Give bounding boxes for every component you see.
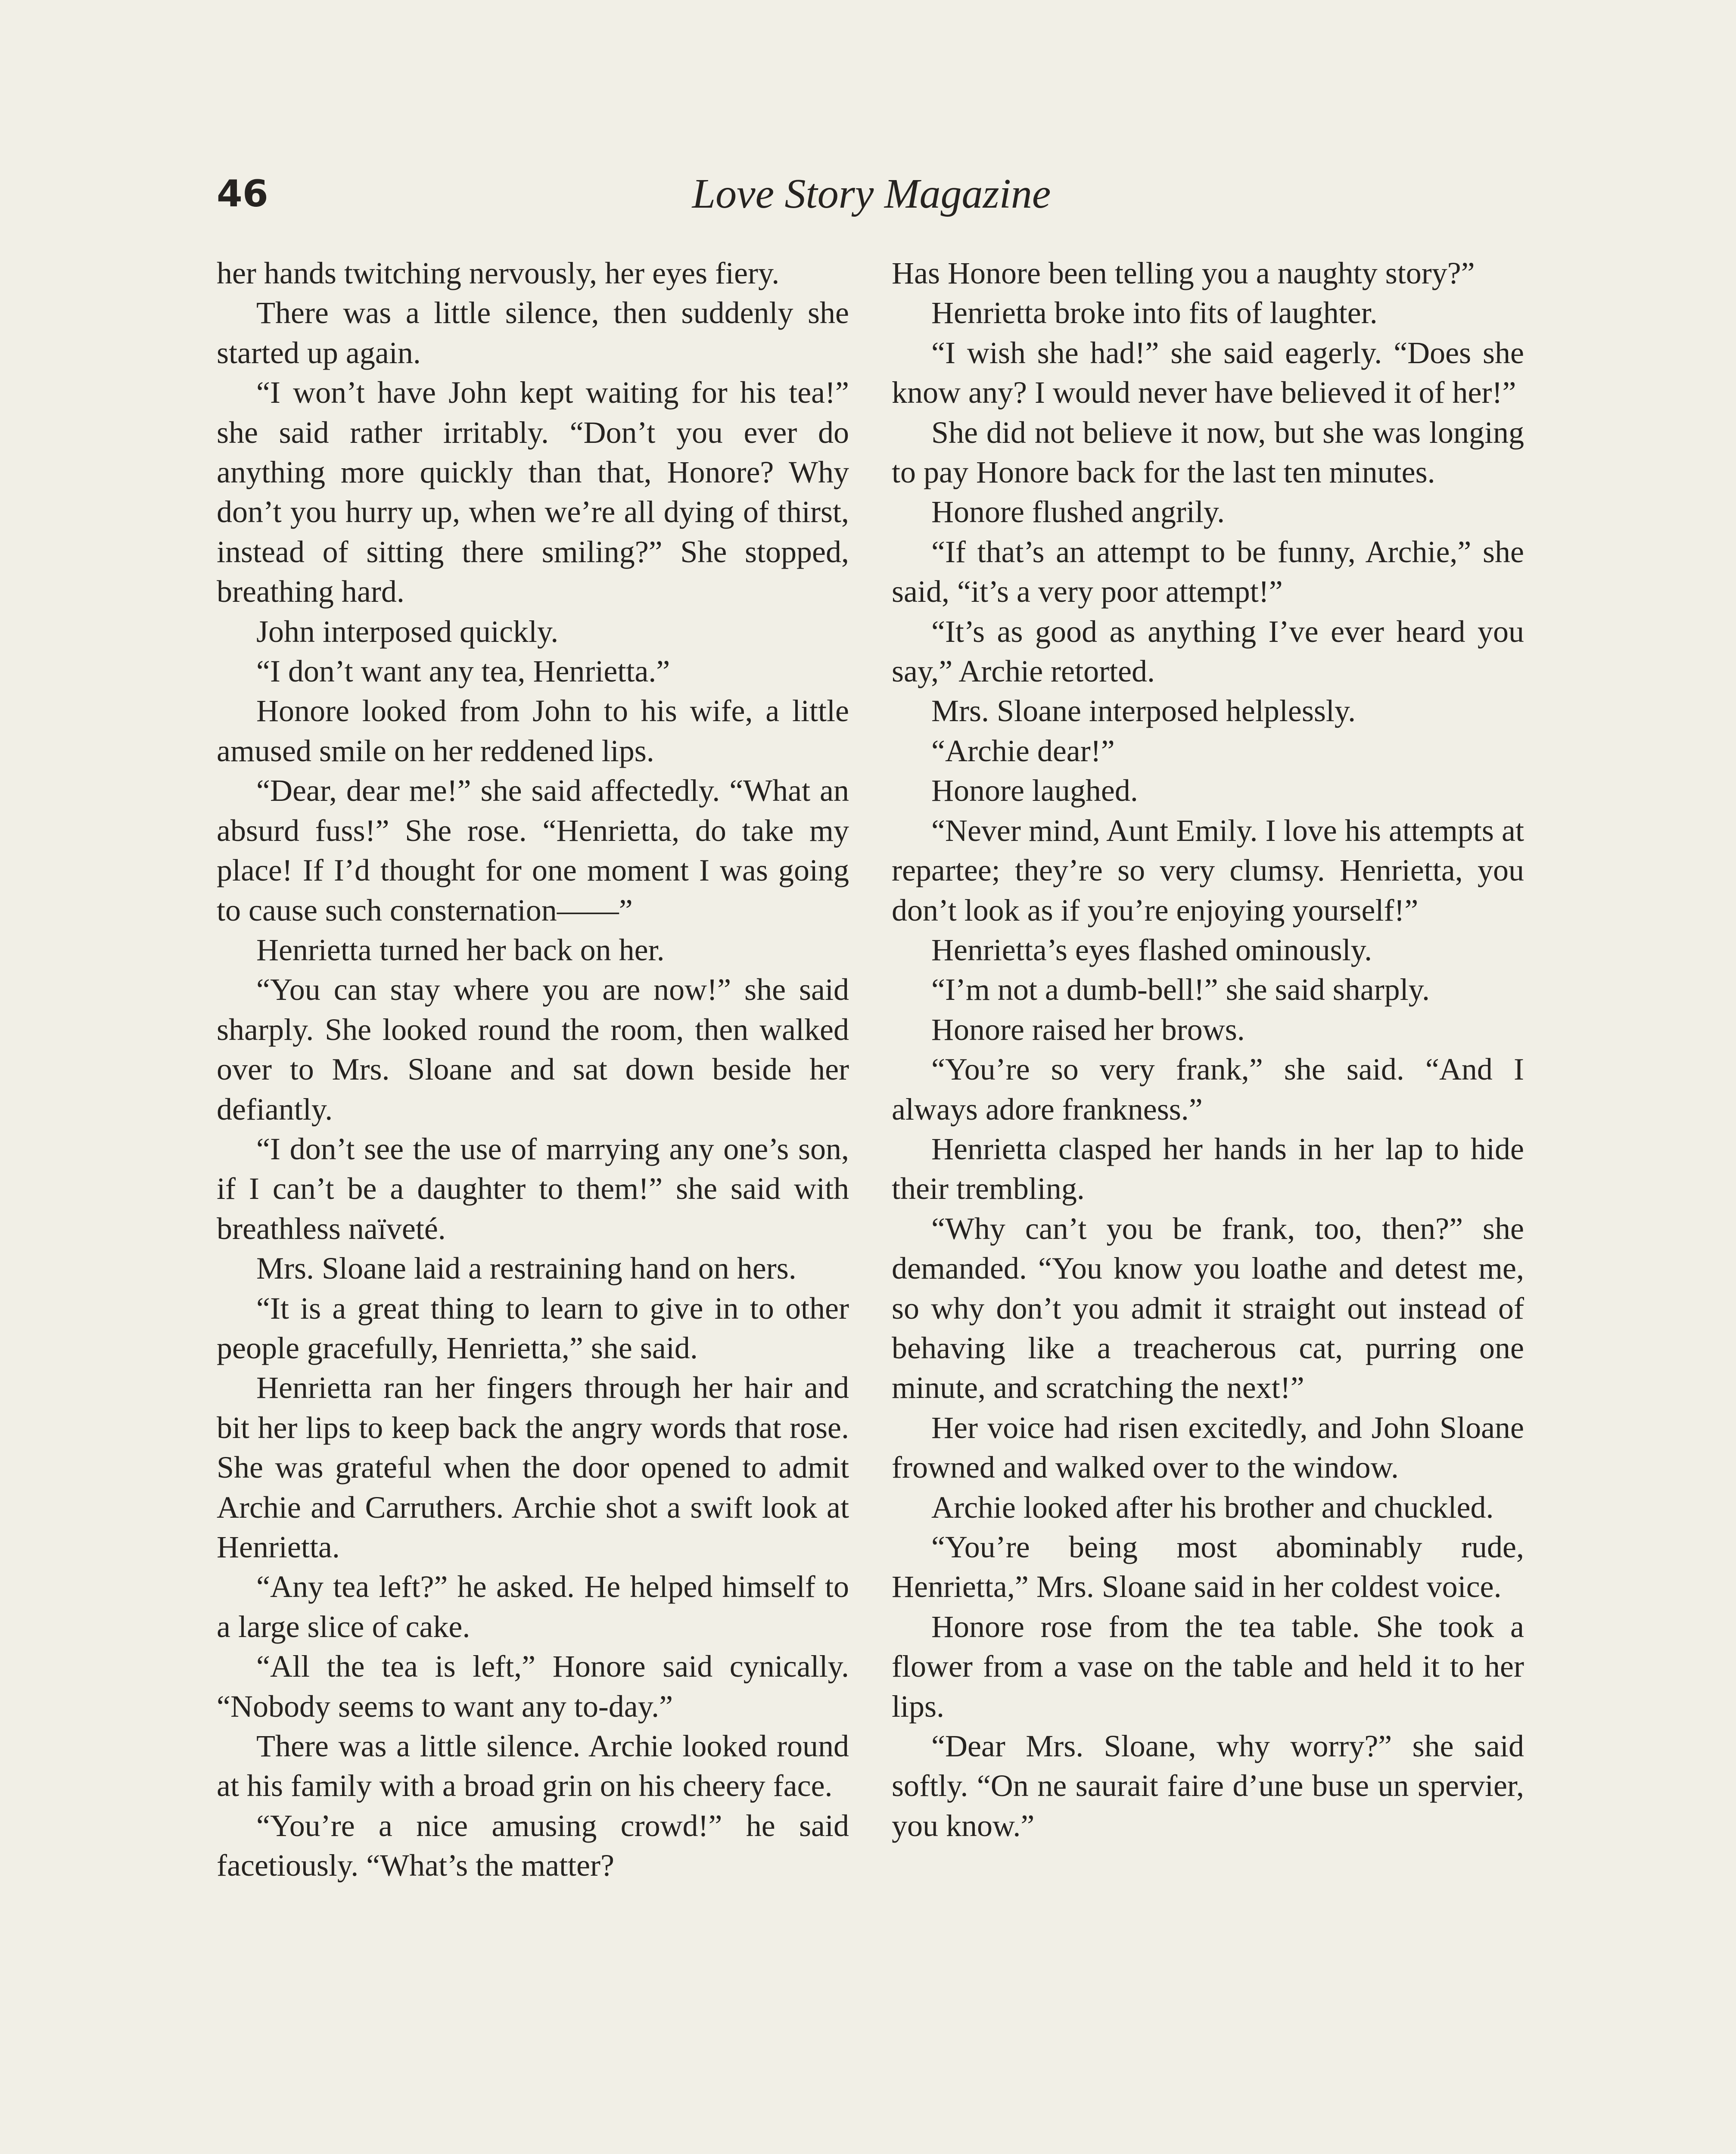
- paragraph: There was a little silence, then suddenly she started up again.: [217, 296, 849, 370]
- paragraph: Henrietta’s eyes flashed ominously.: [931, 932, 1372, 967]
- page-number: 46: [217, 172, 268, 215]
- paragraph: Mrs. Sloane laid a restraining hand on hers.: [256, 1251, 796, 1286]
- page-header: [217, 166, 1526, 226]
- paragraph: Archie looked after his brother and chuckled.: [931, 1490, 1494, 1525]
- paragraph: Honore rose from the tea table. She took a flower from a vase on the table and held it to her lips.: [892, 1609, 1524, 1724]
- paragraph: “If that’s an attempt to be funny, Archie,” she said, “it’s a very poor attempt!”: [892, 534, 1524, 609]
- paragraph: “You’re being most abominably rude, Henrietta,” Mrs. Sloane said in her coldest voice.: [892, 1530, 1524, 1604]
- paragraph: “I don’t want any tea, Henrietta.”: [256, 654, 670, 689]
- paragraph: “Dear, dear me!” she said affectedly. “What an absurd fuss!” She rose. “Henrietta, do take my place! If I’d thought for one moment I was going to cause such consternation——”: [217, 773, 849, 928]
- running-title: Love Story Magazine: [692, 171, 1051, 217]
- paragraph: “You’re so very frank,” she said. “And I always adore frankness.”: [892, 1052, 1524, 1127]
- paragraph: “I wish she had!” she said eagerly. “Does she know any? I would never have believed it of her!”: [892, 335, 1524, 410]
- paragraph: “You’re a nice amusing crowd!” he said facetiously. “What’s the matter?: [217, 1808, 849, 1883]
- paragraph: Honore looked from John to his wife, a little amused smile on her reddened lips.: [217, 694, 849, 768]
- paragraph: “It is a great thing to learn to give in to other people gracefully, Henrietta,” she said.: [217, 1291, 849, 1365]
- paragraph: “Archie dear!”: [931, 733, 1115, 768]
- paragraph: “Dear Mrs. Sloane, why worry?” she said softly. “On ne saurait faire d’une buse un spervier, you know.”: [892, 1729, 1524, 1843]
- paragraph: “Never mind, Aunt Emily. I love his attempts at repartee; they’re so very clumsy. Henrietta, you don’t look as if you’re enjoying yourself!”: [892, 813, 1524, 928]
- paragraph: “You can stay where you are now!” she said sharply. She looked round the room, then walked over to Mrs. Sloane and sat down beside her defiantly.: [217, 972, 849, 1127]
- paragraph: Has Honore been telling you a naughty story?”: [892, 256, 1475, 290]
- paragraph: John interposed quickly.: [256, 614, 559, 649]
- paragraph: “I won’t have John kept waiting for his tea!” she said rather irritably. “Don’t you ever do anything more quickly than that, Honore? Why don’t you hurry up, when we’re all dying of thirst, instead of sitting there smiling?” She stopped, breathing hard.: [217, 375, 849, 609]
- paragraph: There was a little silence. Archie looked round at his family with a broad grin on his cheery face.: [217, 1729, 849, 1803]
- paragraph: Honore laughed.: [931, 773, 1138, 808]
- paragraph: Mrs. Sloane interposed helplessly.: [931, 694, 1356, 728]
- paragraph: “It’s as good as anything I’ve ever heard you say,” Archie retorted.: [892, 614, 1524, 689]
- paragraph: Henrietta clasped her hands in her lap to hide their trembling.: [892, 1131, 1524, 1206]
- paragraph: Honore raised her brows.: [931, 1012, 1245, 1047]
- paragraph: “I don’t see the use of marrying any one’s son, if I can’t be a daughter to them!” she said with breathless naïveté.: [217, 1131, 849, 1246]
- paragraph: She did not believe it now, but she was longing to pay Honore back for the last ten minutes.: [892, 415, 1524, 490]
- paragraph: Henrietta turned her back on her.: [256, 932, 665, 967]
- right-text-column: [892, 253, 1524, 1846]
- paragraph: “Why can’t you be frank, too, then?” she demanded. “You know you loathe and detest me, so why don’t you admit it straight out instead of behaving like a treacherous cat, purring one minute, and scratching the next!”: [892, 1211, 1524, 1405]
- paragraph: “I’m not a dumb-bell!” she said sharply.: [931, 972, 1430, 1007]
- paragraph: Henrietta ran her fingers through her hair and bit her lips to keep back the angry words that rose. She was grateful when the door opened to admit Archie and Carruthers. Archie shot a swift look at Henrietta.: [217, 1370, 849, 1564]
- paragraph: Her voice had risen excitedly, and John Sloane frowned and walked over to the window.: [892, 1410, 1524, 1485]
- paragraph: her hands twitching nervously, her eyes fiery.: [217, 256, 780, 290]
- paragraph: Henrietta broke into fits of laughter.: [931, 296, 1378, 330]
- paragraph: “All the tea is left,” Honore said cynically. “Nobody seems to want any to-day.”: [217, 1649, 849, 1724]
- paragraph: Honore flushed angrily.: [931, 495, 1225, 529]
- left-text-column: [217, 253, 849, 1886]
- paragraph: “Any tea left?” he asked. He helped himself to a large slice of cake.: [217, 1569, 849, 1644]
